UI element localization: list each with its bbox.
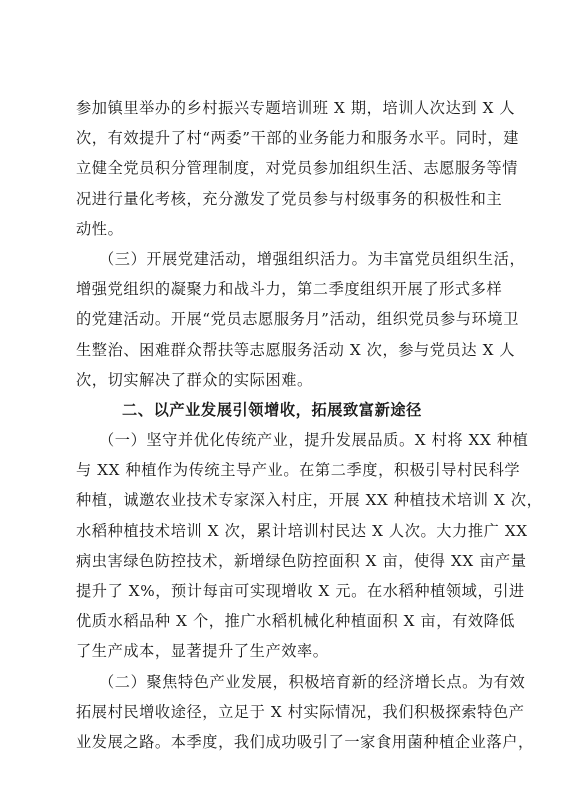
text-line: 优质水稻品种 X 个，推广水稻机械化种植面积 X 亩，有效降低 <box>76 612 516 631</box>
section-heading-line: （三）开展党建活动，增强组织活力。为丰富党员组织生活， <box>99 249 526 268</box>
text-line: 增强党组织的凝聚力和战斗力，第二季度组织开展了形式多样 <box>76 280 503 299</box>
text-line: 次，有效提升了村“两委”干部的业务能力和服务水平。同时，建 <box>76 129 519 148</box>
document-body <box>76 93 543 757</box>
text-line: 业发展之路。本季度，我们成功吸引了一家食用菌种植企业落户， <box>76 732 534 751</box>
text-line: 拓展村民增收途径，立足于 X 村实际情况，我们积极探索特色产 <box>76 702 525 721</box>
text-line: 种植，诚邀农业技术专家深入村庄，开展 XX 种植技术培训 X 次， <box>76 491 543 510</box>
text-line: 况进行量化考核，充分激发了党员参与村级事务的积极性和主 <box>76 189 503 208</box>
text-line: 了生产成本，显著提升了生产效率。 <box>76 642 329 661</box>
chapter-heading: 二、以产业发展引领增收，拓展致富新途径 <box>122 400 422 419</box>
text-line: 立健全党员积分管理制度，对党员参加组织生活、志愿服务等情 <box>76 159 519 178</box>
text-line: 病虫害绿色防控技术，新增绿色防控面积 X 亩，使得 XX 亩产量 <box>76 551 527 570</box>
section-heading-line: （二）聚焦特色产业发展，积极培育新的经济增长点。为有效 <box>99 672 526 691</box>
text-line: 的党建活动。开展“党员志愿服务月”活动，组织党员参与环境卫 <box>76 310 519 329</box>
text-line: 与 XX 种植作为传统主导产业。在第二季度，积极引导村民科学 <box>76 461 521 480</box>
text-line: 次，切实解决了群众的实际困难。 <box>76 370 313 389</box>
text-line: 动性。 <box>76 219 124 238</box>
section-heading-line: （一）坚守并优化传统产业，提升发展品质。X 村将 XX 种植 <box>99 431 529 450</box>
text-line: 生整治、困难群众帮扶等志愿服务活动 X 次，参与党员达 X 人 <box>76 340 516 359</box>
text-line: 参加镇里举办的乡村振兴专题培训班 X 期，培训人次达到 X 人 <box>76 99 516 117</box>
text-line: 提升了 X%，预计每亩可实现增收 X 元。在水稻种植领域，引进 <box>76 582 525 600</box>
text-line: 水稻种植技术培训 X 次，累计培训村民达 X 人次。大力推广 XX <box>76 521 528 540</box>
